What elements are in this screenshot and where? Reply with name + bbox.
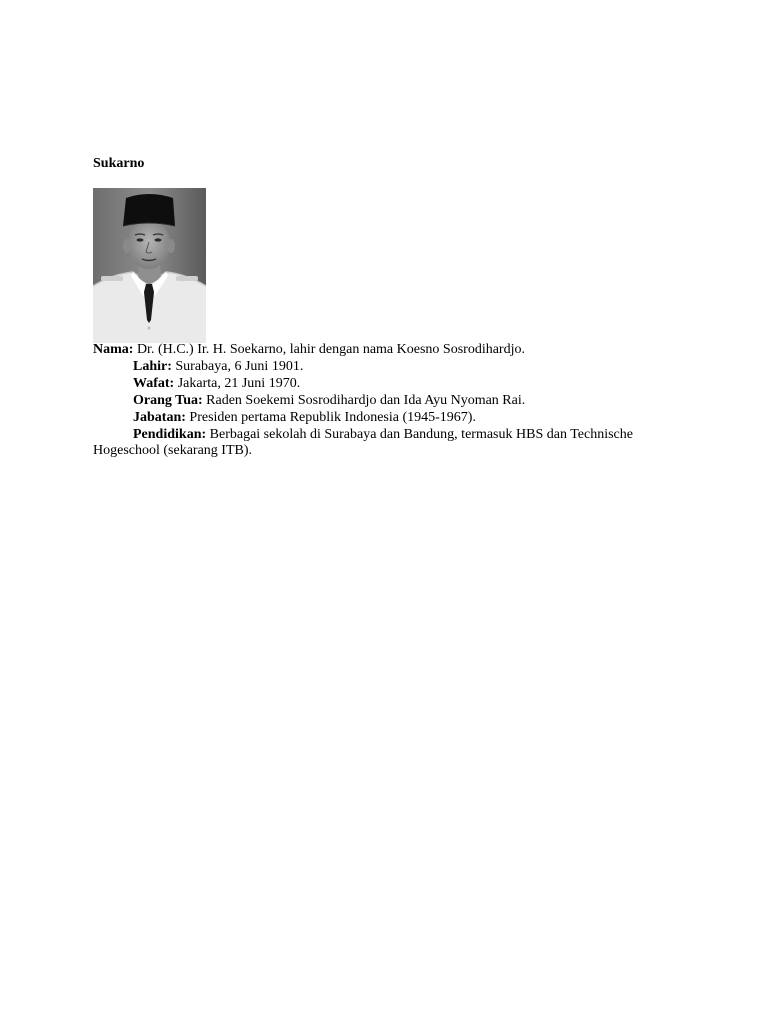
bio-row-lahir — [93, 359, 633, 376]
bio-label: Jabatan: — [133, 409, 186, 425]
bio-label: Wafat: — [133, 375, 175, 391]
bio-row-pendidikan — [93, 427, 633, 461]
portrait-photo — [93, 188, 206, 343]
bio-value: Presiden pertama Republik Indonesia (1945-1967). — [189, 409, 476, 425]
bio-value: Dr. (H.C.) Ir. H. Soekarno, lahir dengan nama Koesno Sosrodihardjo. — [136, 342, 525, 357]
bio-label: Orang Tua: — [133, 392, 203, 408]
bio-row-wafat — [93, 376, 633, 393]
bio-label: Pendidikan: — [133, 426, 207, 442]
bio-value: Raden Soekemi Sosrodihardjo dan Ida Ayu Nyoman Rai. — [206, 392, 526, 408]
bio-value: Surabaya, 6 Juni 1901. — [175, 358, 304, 374]
bio-value: Berbagai sekolah di Surabaya dan Bandung, termasuk HBS dan Technische Hogeschool (sekarang ITB). — [93, 426, 633, 459]
bio-row-nama — [93, 342, 633, 359]
biography-text — [93, 342, 633, 460]
bio-row-jabatan — [93, 410, 633, 427]
bio-value: Jakarta, 21 Juni 1970. — [177, 375, 301, 391]
bio-label: Nama: — [93, 342, 134, 357]
bio-row-orang-tua — [93, 393, 633, 410]
document-title: Sukarno — [93, 156, 145, 171]
bio-label: Lahir: — [133, 358, 172, 374]
